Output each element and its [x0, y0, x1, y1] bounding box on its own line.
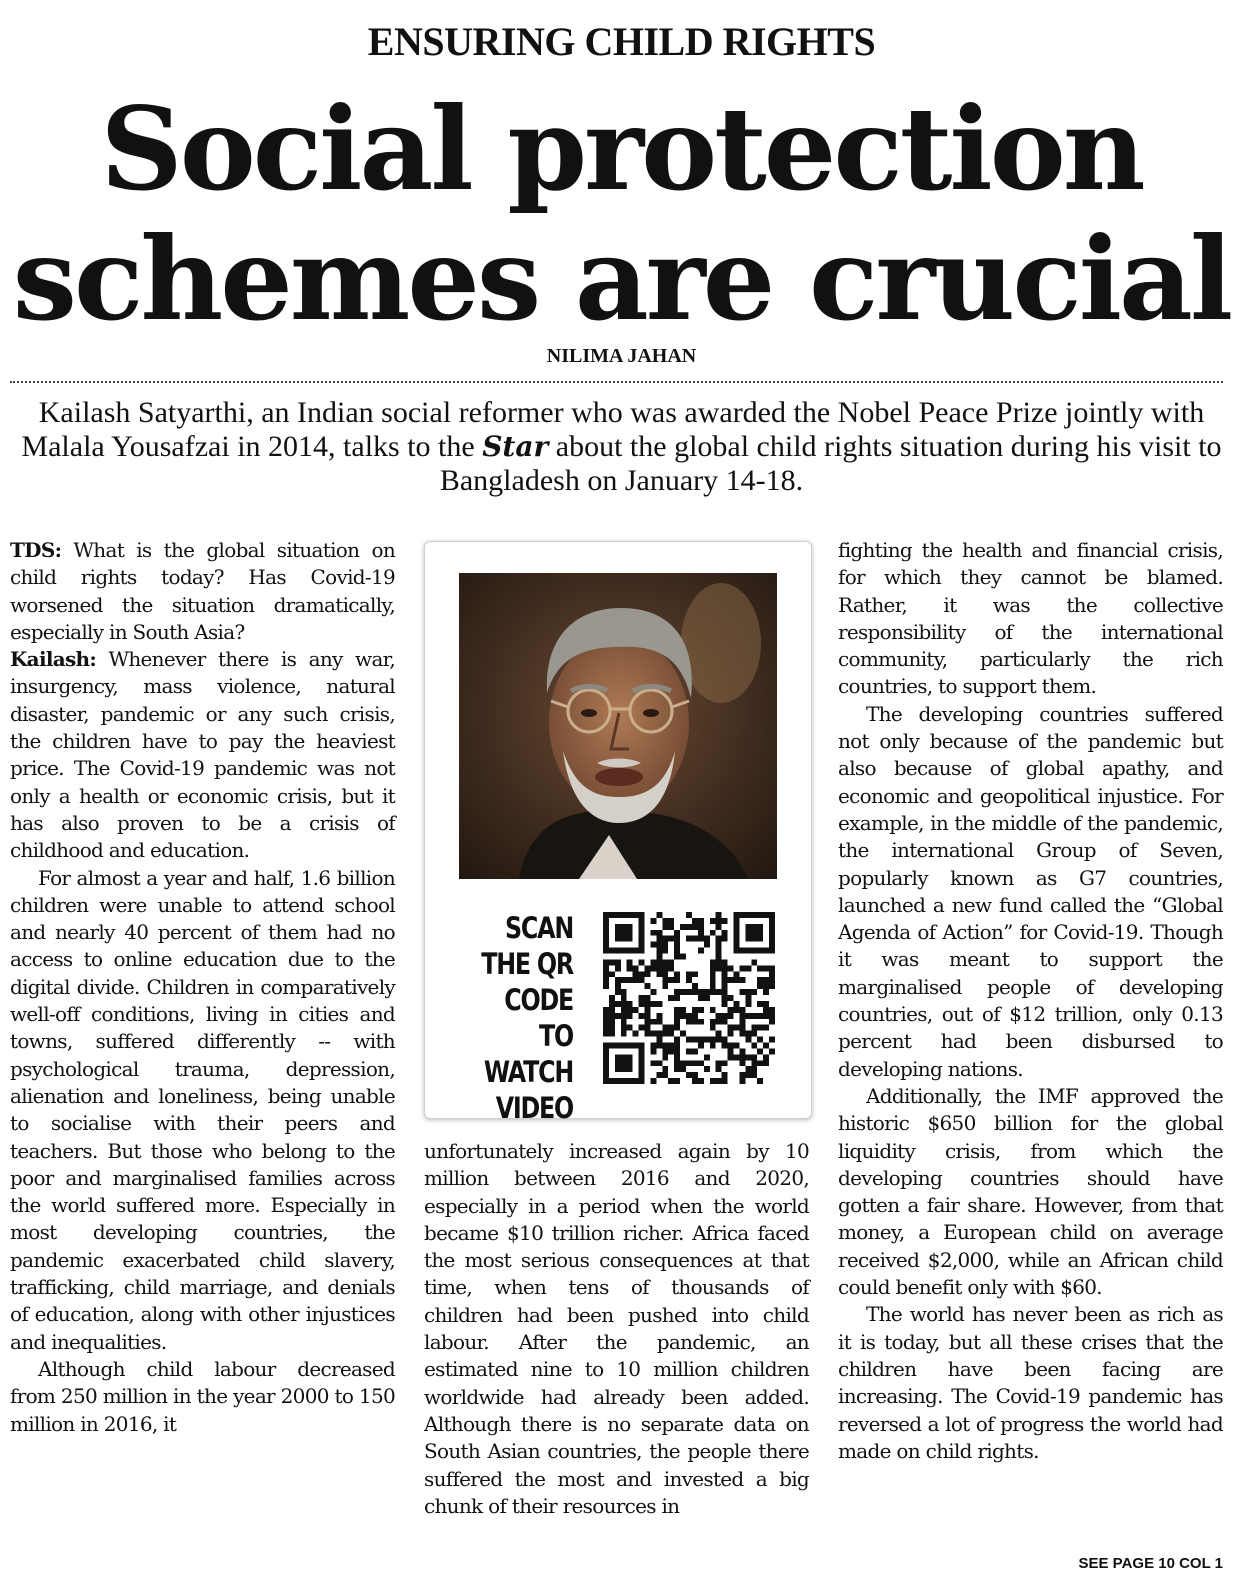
- byline: NILIMA JAHAN: [546, 345, 697, 367]
- scan-line: CODE TO: [504, 983, 573, 1053]
- body-paragraph: The world has never been as rich as it is today, but all these crises that the children have been facing are increasing. The Covid-19 pandemic has reversed a lot of progress the world had made on child rights.: [838, 1302, 1223, 1463]
- standfirst-text-1: Kailash Satyarthi, an Indian social reformer who was awarded the Nobel Peace Prize jointly with Malala Yousafzai in 2014, talks to the: [21, 396, 1205, 463]
- answer-paragraph: [10, 646, 395, 864]
- article-column-3: [838, 537, 1223, 1465]
- body-paragraph: unfortunately increased again by 10 million between 2016 and 2020, especially in a period when the world became $10 trillion richer. Africa faced the most serious consequences at that time, when tens of thousands of children had been pushed into child labour. After the pandemic, an estimated nine to 10 million children worldwide had already been added. Although there is no separate data on South Asian countries, the people there suffered the most and invested a big chunk of their resources in: [424, 1139, 809, 1518]
- question-paragraph: [10, 537, 395, 646]
- body-paragraph: For almost a year and half, 1.6 billion children were unable to attend school and nearly 40 percent of them had no access to online education due to the digital divide. Children in comparatively well-off conditions, living in cities and towns, suffered differently -- with psychological trauma, depression, alienation and loneliness, being unable to socialise with their peers and teachers. But those who belong to the poor and marginalised families across the world suffered more. Especially in most developing countries, the pandemic exacerbated child slavery, trafficking, child marriage, and denials of education, along with other injustices and inequalities.: [10, 865, 395, 1354]
- portrait-illustration: [459, 573, 777, 879]
- scan-line: SCAN: [505, 911, 573, 945]
- section-kicker: ENSURING CHILD RIGHTS: [367, 19, 876, 64]
- article-column-2: [424, 1138, 809, 1520]
- the-daily-star-logo: Star: [482, 430, 549, 463]
- question-text: What is the global situation on child rights today? Has Covid-19 worsened the situation dramatically, especially in South Asia?: [10, 538, 395, 644]
- scan-line: VIDEO: [495, 1091, 573, 1125]
- body-paragraph: Although child labour decreased from 250 million in the year 2000 to 150 million in 2016, it: [10, 1356, 395, 1436]
- interviewee-label: Kailash:: [10, 647, 97, 672]
- headline: [0, 84, 1243, 344]
- standfirst-text-2: about the global child rights situation during his visit to Bangladesh on January 14-18.: [439, 430, 1222, 497]
- headline-line-2: schemes are crucial: [12, 212, 1231, 346]
- continuation-note: SEE PAGE 10 COL 1: [1078, 1555, 1223, 1572]
- scan-qr-caption: [468, 910, 573, 1126]
- qr-video-card: [424, 541, 812, 1125]
- headline-line-1: Social protection: [100, 82, 1143, 216]
- standfirst: [10, 396, 1233, 498]
- body-paragraph: The developing countries suffered not only because of the pandemic but also because of global apathy, and economic and geopolitical injustice. For example, in the middle of the pandemic, the international Group of Seven, popularly known as G7 countries, launched a new fund called the “Global Agenda of Action” for Covid-19. Though it was meant to support the marginalised people of developing countries, out of $12 trillion, only 0.13 percent had been disbursed to developing nations.: [838, 701, 1223, 1081]
- scan-line: WATCH: [483, 1055, 573, 1089]
- body-paragraph: fighting the health and financial crisis, for which they cannot be blamed. Rather, it was the collective responsibility of the international community, particularly the rich countries, to support them.: [838, 538, 1223, 699]
- interviewer-label: TDS:: [10, 538, 62, 562]
- scan-line: THE QR: [481, 947, 573, 981]
- dotted-divider: [10, 381, 1223, 383]
- qr-code[interactable]: [603, 912, 775, 1084]
- portrait-photo: [459, 573, 777, 879]
- article-column-1: [10, 537, 395, 1438]
- body-paragraph: Additionally, the IMF approved the historic $650 billion for the global liquidity crisis, from which the developing countries should have gotten a fair share. However, from that money, a European child on average received $2,000, while an African child could benefit only with $60.: [838, 1083, 1223, 1300]
- answer-text: Whenever there is any war, insurgency, mass violence, natural disaster, pandemic or any such crisis, the children have to pay the heaviest price. The Covid-19 pandemic was not only a health or economic crisis, but it has also proven to be a crisis of childhood and education.: [10, 647, 395, 863]
